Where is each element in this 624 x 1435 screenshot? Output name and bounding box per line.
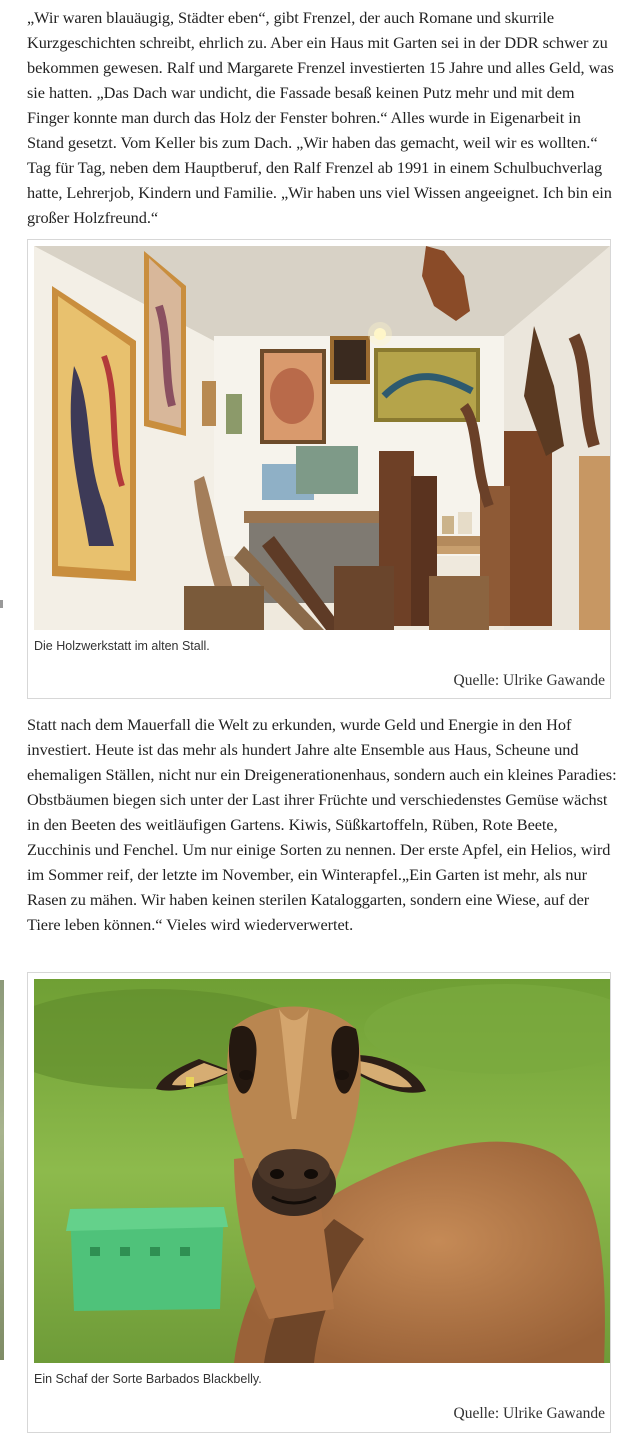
article-paragraph-1: „Wir waren blauäugig, Städter eben“, gibt Frenzel, der auch Romane und skurrile Kurzgeschichten schreibt, ehrlich zu. Aber ein Haus mit Garten sei in der DDR schwer zu bekommen gewesen. Ralf und Margarete Frenzel investierten 15 Jahre und alles Geld, was sie hatten. „Das Dach war undicht, die Fassade besaß keinen Putz mehr und mit dem Finger konnte man durch das Holz der Fenster bohren.“ Alles wurde in Eigenarbeit in Stand gesetzt. Vom Keller bis zum Dach. „Wir haben das gemacht, weil wir es wollten.“ Tag für Tag, neben dem Hauptberuf, den Ralf Frenzel ab 1991 in einem Schulbuchverlag hatte, Lehrerjob, Kindern und Familie. „Wir haben uns viel Wissen angeeignet. Ich bin ein großer Holzfreund.“ [27, 8, 614, 227]
figure-sheep [27, 972, 611, 1433]
article-paragraph-2: Statt nach dem Mauerfall die Welt zu erkunden, wurde Geld und Energie in den Hof investiert. Heute ist das mehr als hundert Jahre alte Ensemble aus Haus, Scheune und ehemaligen Ställen, nicht nur ein Dreigenerationenhaus, sondern auch ein kleines Paradies: Obstbäumen biegen sich unter der Last ihrer Früchte und verschiedenstes Gemüse wächst in den Beeten des weitläufigen Gartens. Kiwis, Süßkartoffeln, Rüben, Rote Beete, Zucchinis und Fenchel. Um nur einige Sorten zu nennen. Der erste Apfel, ein Helios, wird im Sommer reif, der letzte im November, ein Winterapfel.„Ein Garten ist mehr, als nur Rasen zu mähen. Wir haben keinen sterilen Kataloggarten, sondern eine Wiese, auf der Tiere leben können.“ Vieles wird wiederverwertet. [27, 715, 617, 934]
figure-caption: Ein Schaf der Sorte Barbados Blackbelly. [34, 1372, 262, 1386]
photo-credit: Quelle: Ulrike Gawande [453, 672, 605, 689]
photo-credit: Quelle: Ulrike Gawande [453, 1405, 605, 1422]
figure-workshop [27, 239, 611, 699]
adjacent-content-edge [0, 980, 4, 1360]
sheep-photo[interactable] [34, 979, 610, 1363]
figure-caption: Die Holzwerkstatt im alten Stall. [34, 639, 210, 653]
edge-marker [0, 600, 3, 608]
workshop-photo[interactable] [34, 246, 610, 630]
